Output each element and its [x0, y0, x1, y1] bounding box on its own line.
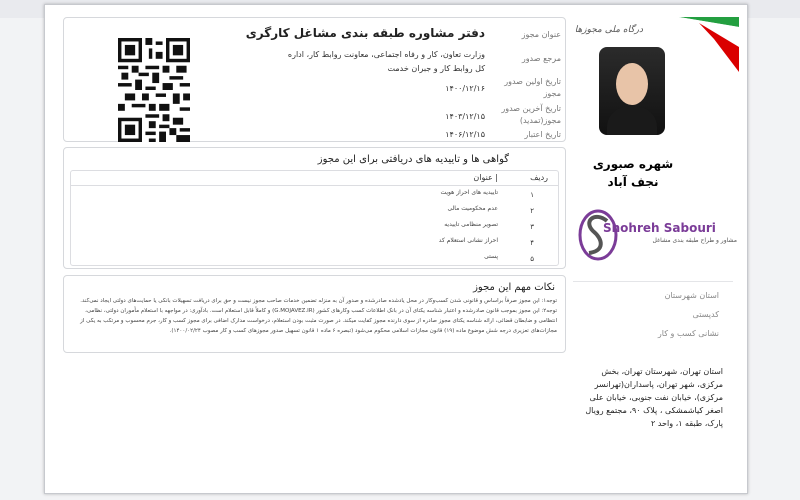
last-issue-date-value: ۱۴۰۳/۱۲/۱۵ — [445, 112, 485, 121]
flag-icon — [669, 17, 739, 77]
notes-card — [63, 275, 566, 353]
validity-date-value: ۱۴۰۶/۱۲/۱۵ — [445, 130, 485, 139]
issuer-label: مرجع صدور — [521, 54, 561, 63]
column-header-title: | عنوان — [473, 173, 498, 182]
last-issue-date-label: تاریخ آخرین صدور مجوز(تمدید) — [501, 104, 561, 125]
profile-name: شهره صبوری — [592, 157, 674, 171]
profile-city: نجف آباد — [607, 175, 659, 189]
row-number: ۱ — [530, 191, 534, 199]
avatar — [599, 47, 665, 135]
row-number: ۳ — [530, 223, 534, 231]
table-row — [73, 187, 556, 203]
table-header — [71, 171, 558, 186]
postal-code-label: کدپستی — [692, 310, 719, 319]
province-city-label: استان شهرستان — [664, 291, 719, 300]
table-row — [73, 219, 556, 235]
row-number: ۴ — [530, 239, 534, 247]
approvals-card — [63, 147, 566, 269]
row-title: عدم محکومیت مالی — [447, 205, 498, 212]
approvals-table — [70, 170, 559, 266]
row-number: ۵ — [530, 255, 534, 263]
table-row — [73, 235, 556, 251]
column-header-row: ردیف — [530, 173, 548, 182]
logo-name: Shohreh Sabouri — [603, 221, 716, 235]
note-line: توجه۱: این مجوز صرفاً براساس و قانونی شدن کسب‌وکار در محل یادشده صادرشده و صدور آن به منزله تضمین خدمات صاحب مجوز نیست و حق برای دریافت تسهیلات بانکی یا حمایت‌های دولتی ایجاد نمی‌کند. — [80, 298, 557, 304]
row-title: پستی — [484, 253, 498, 260]
business-logo — [577, 207, 737, 267]
business-address-label: نشانی کسب و کار — [657, 329, 719, 338]
logo-subtitle: مشاور و طراح طبقه بندی مشاغل — [652, 237, 737, 244]
row-number: ۲ — [530, 207, 534, 215]
first-issue-date-value: ۱۴۰۰/۱۲/۱۶ — [445, 84, 485, 93]
business-address: استان تهران، شهرستان تهران، بخش مرکزی، شهر تهران، پاسداران(تهرانسر مرکزی)، خیابان نفت جنوبی، خیابان علی اصغر کیاشمشکی ، پلاک ۹۰، مجتمع رویال پارک، طبقه ۱، واحد ۲ — [585, 367, 723, 428]
license-info-card — [63, 17, 566, 142]
license-document — [44, 4, 748, 494]
license-title: دفتر مشاوره طبقه بندی مشاغل کارگری — [245, 26, 485, 40]
validity-date-label: تاریخ اعتبار — [524, 130, 561, 139]
logo-s-icon — [577, 207, 619, 263]
license-title-label: عنوان مجوز — [521, 30, 561, 39]
notes-title: نکات مهم این مجوز — [473, 282, 555, 293]
qr-code[interactable] — [118, 38, 190, 142]
row-title: احراز نشانی استعلام کد — [438, 237, 498, 244]
row-title: تصویر منظامی تاییدیه — [444, 221, 498, 228]
row-title: تاییدیه های احراز هویت — [440, 189, 498, 196]
note-line: توجه۲: این مجوز بموجب قانون صادرشده و اعتبار شناسه یکتای آن در بانک اطلاعات کسب وکارهای کشور (G.MOJAVEZ.IR) و کاملاً قابل استعلام است. بادآوری: در مواجهه با استعلام مأموران دولتی، نظامی، انتظامی و ضابطان قضائی، ارائه شناسه یکتای مجوز صادره از سوی دارنده مجوز کفایت میکند. در صورت مثبت بودن استعلام، درخواست مدارک اضافی برای مجوز کسب و کار، جرم محسوب و مرتکب به یکی از مجازات‌های تعزیری درجه شش موضوع ماده (۱۹) قانون مجازات اسلامی محکوم می‌شود (تبصره ۶ ماده ۱ قانون تسهیل صدور مجوزهای کسب و کار مصوب ۱۴۰۰/۰۲/۲۴). — [80, 308, 557, 334]
portal-header-label: درگاه ملی مجوزها — [574, 25, 643, 35]
notes-body — [72, 296, 557, 336]
profile-panel — [573, 17, 739, 487]
table-row — [73, 203, 556, 219]
issuer-value: وزارت تعاون، کار و رفاه اجتماعی، معاونت روابط کار، اداره کل روابط کار و جبران خدمت — [287, 50, 485, 73]
first-issue-date-label: تاریخ اولین صدور مجوز — [504, 77, 561, 98]
table-row — [73, 251, 556, 267]
divider — [573, 281, 733, 282]
approvals-title: گواهی ها و تاییدیه های دریافتی برای این مجوز — [317, 154, 509, 165]
